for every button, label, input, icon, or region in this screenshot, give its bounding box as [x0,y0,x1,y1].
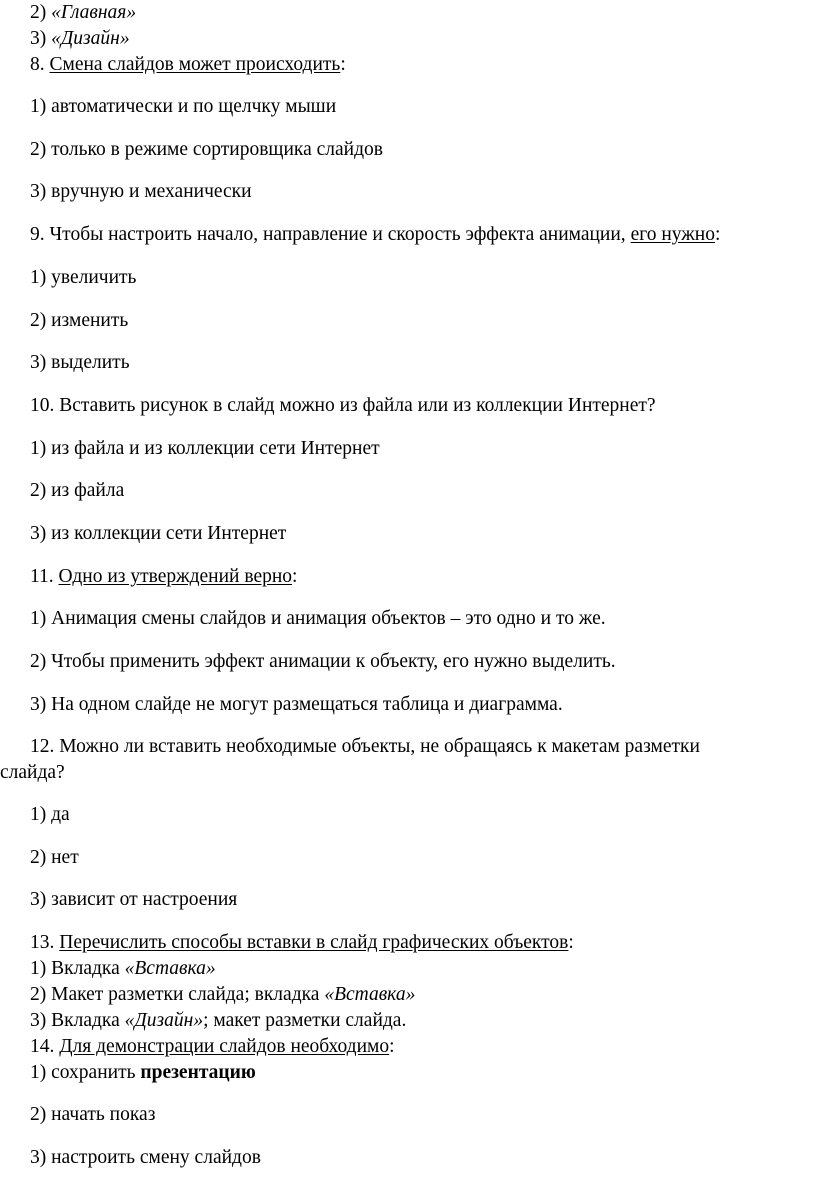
question-number: 8. [30,54,45,75]
option-text: «Дизайн» [51,28,130,49]
question-9: 9. Чтобы настроить начало, направление и скорость эффекта анимации, его нужно: [30,224,721,245]
answer-option: 3) На одном слайде не могут размещаться таблица и диаграмма. [30,694,563,715]
question-number: 14. [30,1036,55,1057]
answer-option: 2) Макет разметки слайда; вкладка «Вставка» [30,984,416,1005]
answer-option: 2) изменить [30,310,129,331]
answer-option: 1) увеличить [30,267,137,288]
question-number: 13. [30,932,55,953]
answer-option: 2) нет [30,847,79,868]
question-12-continuation: слайда? [0,762,65,783]
answer-option: 2) из файла [30,480,125,501]
answer-option: 1) автоматически и по щелчку мыши [30,96,337,117]
question-text: 9. Чтобы настроить начало, направление и скорость эффекта анимации, [30,224,631,245]
question-text: Одно из утверждений верно [58,566,293,587]
question-10: 10. Вставить рисунок в слайд можно из файла или из коллекции Интернет? [30,395,656,416]
question-text: Смена слайдов может происходить [49,54,341,75]
answer-option: 3) выделить [30,352,130,373]
option-line [30,3,136,23]
underlined-phrase: его нужно [630,224,715,245]
answer-option: 2) только в режиме сортировщика слайдов [30,139,383,160]
question-text: Для демонстрации слайдов необходимо [59,1036,390,1057]
answer-option: 3) вручную и механически [30,181,252,202]
bold-term: презентацию [140,1062,256,1083]
tab-name: «Вставка» [124,958,216,979]
question-number: 11. [30,566,54,587]
tab-name: «Дизайн» [124,1010,204,1031]
tab-name: «Вставка» [324,984,416,1005]
answer-option: 1) из файла и из коллекции сети Интернет [30,438,380,459]
question-8: 8. Смена слайдов может происходить: [30,54,346,75]
answer-option: 3) из коллекции сети Интернет [30,523,287,544]
answer-option: 1) да [30,804,70,825]
question-13: 13. Перечислить способы вставки в слайд графических объектов: [30,932,574,953]
answer-option: 2) начать показ [30,1104,156,1125]
answer-option: 3) зависит от настроения [30,889,238,910]
answer-option: 1) Анимация смены слайдов и анимация объектов – это одно и то же. [30,608,606,629]
question-11: 11. Одно из утверждений верно: [30,566,298,587]
answer-option: 3) настроить смену слайдов [30,1147,261,1168]
option-number: 3) [30,28,47,49]
question-14: 14. Для демонстрации слайдов необходимо: [30,1036,395,1057]
option-number: 2) [30,2,47,23]
question-12: 12. Можно ли вставить необходимые объекты, не обращаясь к макетам разметки [30,736,700,757]
answer-option: 1) сохранить презентацию [30,1062,256,1083]
question-text: Перечислить способы вставки в слайд графических объектов [59,932,569,953]
option-text: «Главная» [51,2,137,23]
answer-option: 3) Вкладка «Дизайн»; макет разметки слайда. [30,1010,407,1031]
answer-option: 2) Чтобы применить эффект анимации к объекту, его нужно выделить. [30,651,616,672]
answer-option: 1) Вкладка «Вставка» [30,958,216,979]
option-line [30,29,130,49]
